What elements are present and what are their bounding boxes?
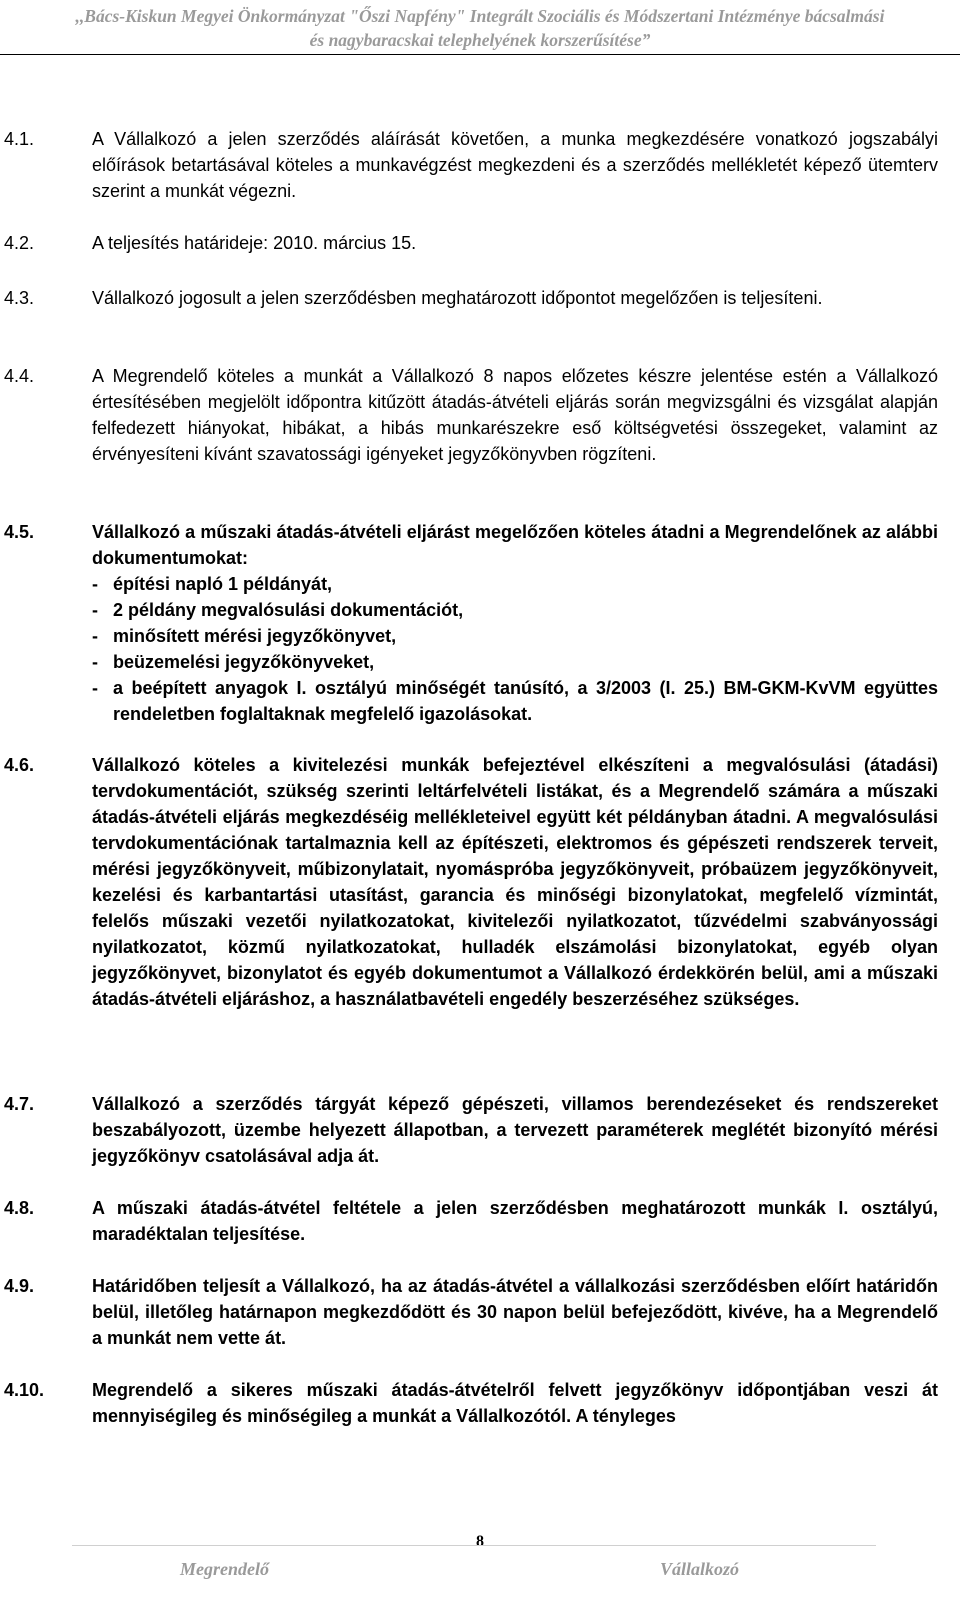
clause-4-9 [0, 1273, 960, 1351]
clause-number: 4.1. [4, 129, 35, 149]
clause-number: 4.4. [4, 366, 35, 386]
list-bullet: - [92, 626, 98, 646]
clause-number: 4.5. [4, 522, 35, 542]
clause-number: 4.10. [4, 1380, 45, 1400]
clause-number: 4.8. [4, 1198, 35, 1218]
clause-text: Vállalkozó jogosult a jelen szerződésben meghatározott időpontot megelőzően is teljesíteni. [92, 288, 823, 308]
list-bullet: - [92, 652, 98, 672]
page-number: 8 [476, 1533, 484, 1550]
list-item [92, 649, 938, 675]
clause-4-6 [0, 752, 960, 1012]
list-item [92, 597, 938, 623]
clause-4-1 [0, 126, 960, 204]
clause-4-2 [0, 230, 960, 256]
header-divider [0, 54, 960, 55]
list-item [92, 571, 938, 597]
list-item-text: építési napló 1 példányát, [113, 574, 333, 594]
footer-signature-contractor: Vállalkozó [660, 1559, 740, 1579]
clause-text: A műszaki átadás-átvétel feltétele a jelen szerződésben meghatározott munkák I. osztályú, maradéktalan teljesítése. [92, 1198, 938, 1244]
clause-4-3 [0, 285, 960, 311]
clause-text: Vállalkozó a szerződés tárgyát képező gépészeti, villamos berendezéseket és rendszereket beszabályozott, üzembe helyezett állapotban, a tervezett paraméterek meglétét bizonyító mérési jegyzőkönyv csatolásával adja át. [92, 1094, 938, 1166]
document-header [0, 4, 960, 52]
clause-number: 4.7. [4, 1094, 35, 1114]
footer-divider [72, 1545, 876, 1546]
clause-number: 4.2. [4, 233, 35, 253]
clause-content [92, 519, 938, 727]
clause-text: Vállalkozó köteles a kivitelezési munkák befejeztével elkészíteni a megvalósulási (átadási) tervdokumentációt, szükség szerinti leltárfelvételi listákat, és a Megrendelő számára a műszaki átadás-átvételi eljárás megkezdéséig mellékleteivel együtt két példányban átadni. A megvalósulási tervdokumentációnak tartalmaznia kell az építészeti, elektromos és gépészeti rendszerek terveit, mérési jegyzőkönyveit, műbizonylatait, nyomáspróba jegyzőkönyveit, próbaüzem jegyzőkönyveit, kezelési és karbantartási utasítást, garancia és minőségi bizonylatokat, megfelelő vízmintát, felelős műszaki vezetői nyilatkozatokat, kivitelezői nyilatkozatot, tűzvédelmi szabványossági nyilatkozatot, közmű nyilatkozatokat, hulladék elszámolási bizonylatokat, egyéb olyan jegyzőkönyvet, bizonylatot és egyéb dokumentumot a Vállalkozó érdekkörén belül, ami a műszaki átadás-átvételi eljáráshoz, a használatbavételi engedély beszerzéséhez szükséges. [92, 755, 938, 1009]
clause-text: A Megrendelő köteles a munkát a Vállalkozó 8 napos előzetes készre jelentése estén a Vállalkozó értesítésében megjelölt időpontra kitűzött átadás-átvételi eljárás során megvizsgálni és vizsgálat alapján felfedezett hiányokat, hibákat, a hibás munkarészekre eső költségvetési összegeket, valamint az érvényesíteni kívánt szavatossági igényeket jegyzőkönyvben rögzíteni. [92, 366, 938, 464]
clause-number: 4.3. [4, 288, 35, 308]
clause-intro: Vállalkozó a műszaki átadás-átvételi eljárást megelőzően köteles átadni a Megrendelőnek az alábbi dokumentumokat: [92, 522, 938, 568]
clause-4-5 [0, 519, 960, 727]
list-bullet: - [92, 574, 98, 594]
list-item [92, 675, 938, 727]
clause-4-8 [0, 1195, 960, 1247]
clause-number: 4.9. [4, 1276, 35, 1296]
clause-text: Határidőben teljesít a Vállalkozó, ha az átadás-átvétel a vállalkozási szerződésben előírt határidőn belül, illetőleg határnapon megkezdődött és 30 napon belül befejeződött, kivéve, ha a Megrendelő a munkát nem vette át. [92, 1276, 938, 1348]
list-item [92, 623, 938, 649]
list-item-text: minősített mérési jegyzőkönyvet, [113, 626, 397, 646]
list-bullet: - [92, 600, 98, 620]
list-item-text: beüzemelési jegyzőkönyveket, [113, 652, 375, 672]
clause-number: 4.6. [4, 755, 35, 775]
clause-4-10 [0, 1377, 960, 1429]
footer-signature-client: Megrendelő [180, 1559, 269, 1579]
clause-4-4 [0, 363, 960, 467]
header-line-1: ,,Bács-Kiskun Megyei Önkormányzat "Őszi Napfény" Integrált Szociális és Módszertani Intézménye bácsalmási [75, 6, 885, 26]
list-bullet: - [92, 678, 98, 698]
clause-4-7 [0, 1091, 960, 1169]
clause-text: A Vállalkozó a jelen szerződés aláírását követően, a munka megkezdésére vonatkozó jogszabályi előírások betartásával köteles a munkavégzést megkezdeni és a szerződés mellékletét képező ütemterv szerint a munkát végezni. [92, 129, 938, 201]
clause-text: A teljesítés határideje: 2010. március 15. [92, 233, 417, 253]
list-item-text: 2 példány megvalósulási dokumentációt, [113, 600, 464, 620]
clause-text: Megrendelő a sikeres műszaki átadás-átvételről felvett jegyzőkönyv időpontjában veszi át mennyiségileg és minőségileg a munkát a Vállalkozótól. A tényleges [92, 1380, 938, 1426]
header-line-2: és nagybaracskai telephelyének korszerűsítése” [309, 30, 651, 50]
list-item-text: a beépített anyagok I. osztályú minőségét tanúsító, a 3/2003 (I. 25.) BM-GKM-KvVM együttes rendeletben foglaltaknak megfelelő igazolásokat. [113, 678, 938, 724]
